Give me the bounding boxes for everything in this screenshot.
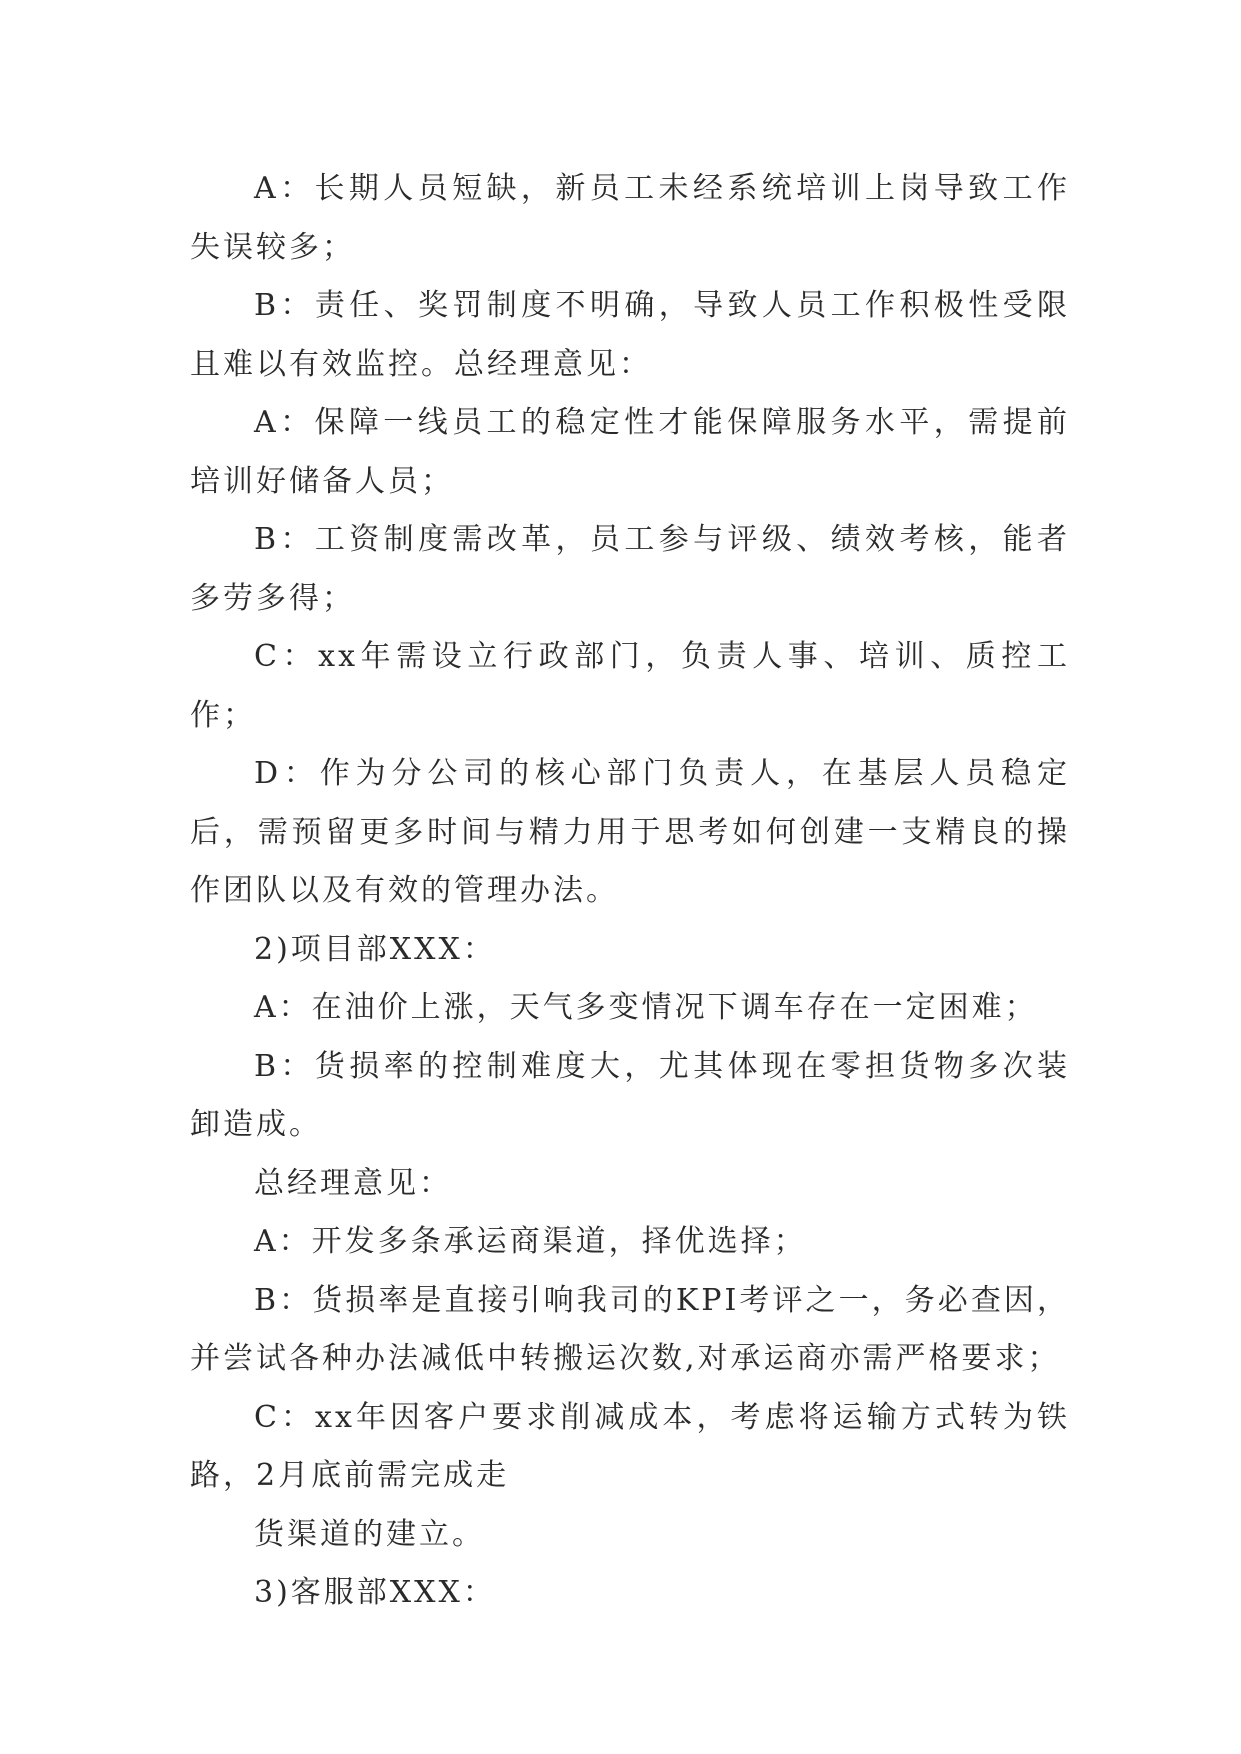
paragraph: A：在油价上涨，天气多变情况下调车存在一定困难； [254, 990, 1038, 1025]
paragraph: C：xx年需设立行政部门，负责人事、培训、质控工作； [190, 639, 1070, 733]
paragraph: B：责任、奖罚制度不明确，导致人员工作积极性受限且难以有效监控。总经理意见： [190, 288, 1070, 382]
section-heading: 2)项目部XXX： [254, 931, 496, 967]
paragraph: C：xx年因客户要求削减成本，考虑将运输方式转为铁路，2月底前需完成走 [190, 1399, 1070, 1493]
paragraph: A：开发多条承运商渠道，择优选择； [254, 1224, 807, 1259]
paragraph: A：长期人员短缺，新员工未经系统培训上岗导致工作失误较多； [190, 171, 1070, 265]
paragraph: D：作为分公司的核心部门负责人，在基层人员稳定后，需预留更多时间与精力用于思考如何创建一支精良的操作团队以及有效的管理办法。 [190, 756, 1070, 908]
paragraph: 货渠道的建立。 [254, 1516, 485, 1552]
document-body [190, 160, 1070, 1623]
paragraph: B：工资制度需改革，员工参与评级、绩效考核，能者多劳多得； [190, 522, 1070, 616]
paragraph: B：货损率的控制难度大，尤其体现在零担货物多次装卸造成。 [190, 1048, 1070, 1142]
paragraph: A：保障一线员工的稳定性才能保障服务水平，需提前培训好储备人员； [190, 405, 1070, 499]
section-heading: 3)客服部XXX： [254, 1575, 496, 1610]
paragraph: B：货损率是直接引响我司的KPI考评之一，务必查因，并尝试各种办法减低中转搬运次数,对承运商亦需严格要求； [190, 1282, 1070, 1376]
paragraph: 总经理意见： [254, 1165, 452, 1201]
